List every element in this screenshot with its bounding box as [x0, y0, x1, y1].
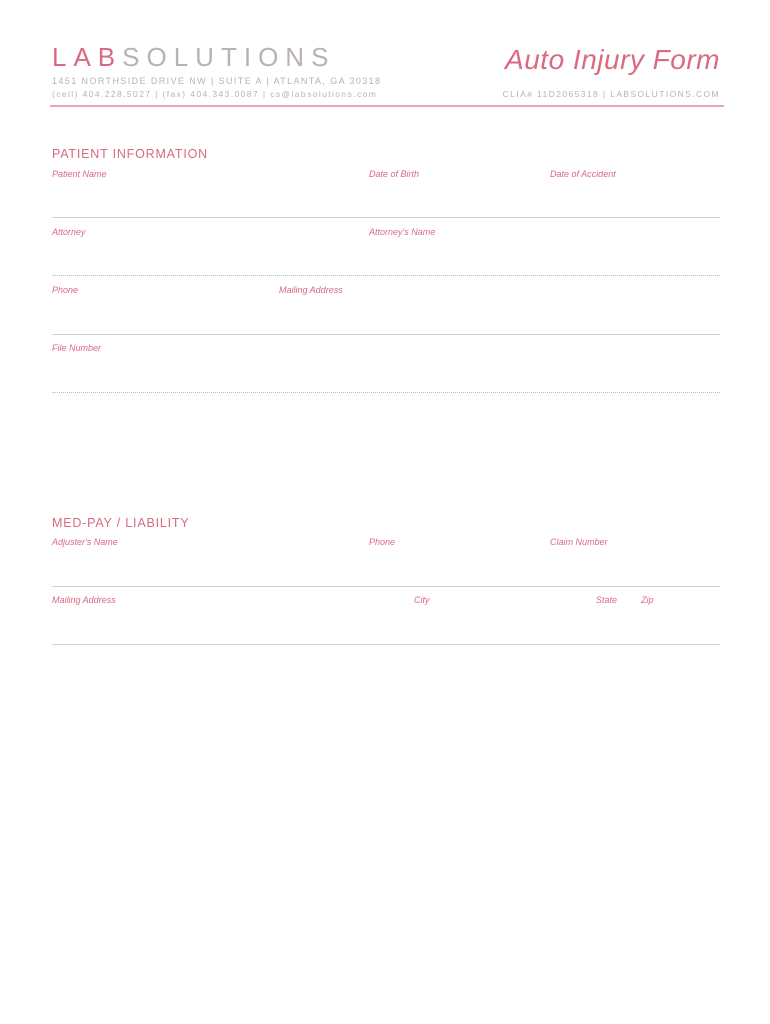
label-adjusters-name: Adjuster's Name [52, 537, 118, 547]
label-mailing-address: Mailing Address [279, 285, 343, 295]
patient-name-field[interactable] [52, 192, 357, 214]
section-title-medpay-liability: MED-PAY / LIABILITY [52, 516, 190, 530]
line-row-3 [52, 334, 720, 335]
label-attorney: Attorney [52, 227, 86, 237]
adjusters-name-field[interactable] [52, 560, 357, 582]
label-state: State [596, 595, 618, 605]
line-row-5 [52, 586, 720, 587]
line-row-2 [52, 275, 720, 276]
label-patient-name: Patient Name [52, 169, 107, 179]
logo-solutions: SOLUTIONS [122, 42, 336, 72]
date-of-accident-field[interactable] [550, 192, 720, 214]
attorneys-name-field[interactable] [369, 250, 720, 272]
claim-number-field[interactable] [550, 560, 720, 582]
state-field[interactable] [596, 618, 634, 640]
file-number-field[interactable] [52, 366, 720, 388]
date-of-birth-field[interactable] [369, 192, 539, 214]
label-city: City [414, 595, 430, 605]
line-row-4 [52, 392, 720, 393]
form-title: Auto Injury Form [505, 44, 720, 75]
liability-mailing-address-field[interactable] [52, 618, 402, 640]
line-row-6 [52, 644, 720, 645]
company-address: 1451 NORTHSIDE DRIVE NW | SUITE A | ATLANTA, GA 30318 [52, 76, 382, 86]
label-phone-liability: Phone [369, 537, 396, 547]
label-file-number: File Number [52, 343, 102, 353]
zip-field[interactable] [641, 618, 720, 640]
city-field[interactable] [414, 618, 584, 640]
phone-field[interactable] [52, 308, 267, 330]
label-zip: Zip [641, 595, 654, 605]
company-logo [52, 42, 335, 73]
label-date-of-accident: Date of Accident [550, 169, 616, 179]
label-mailing-address-liability: Mailing Address [52, 595, 116, 605]
label-phone: Phone [52, 285, 79, 295]
attorney-field[interactable] [52, 250, 357, 272]
clia-line: CLIA# 11D2065318 | LABSOLUTIONS.COM [502, 89, 720, 99]
mailing-address-field[interactable] [279, 308, 720, 330]
label-date-of-birth: Date of Birth [369, 169, 420, 179]
label-claim-number: Claim Number [550, 537, 608, 547]
line-row-1 [52, 217, 720, 218]
section-title-patient-information: PATIENT INFORMATION [52, 147, 208, 161]
logo-lab: LAB [52, 42, 123, 72]
company-contact: (cell) 404.228.5027 | (fax) 404.343.0087 | cs@labsolutions.com [52, 89, 378, 99]
label-attorneys-name: Attorney's Name [369, 227, 436, 237]
header-divider [50, 105, 724, 107]
liability-phone-field[interactable] [369, 560, 539, 582]
